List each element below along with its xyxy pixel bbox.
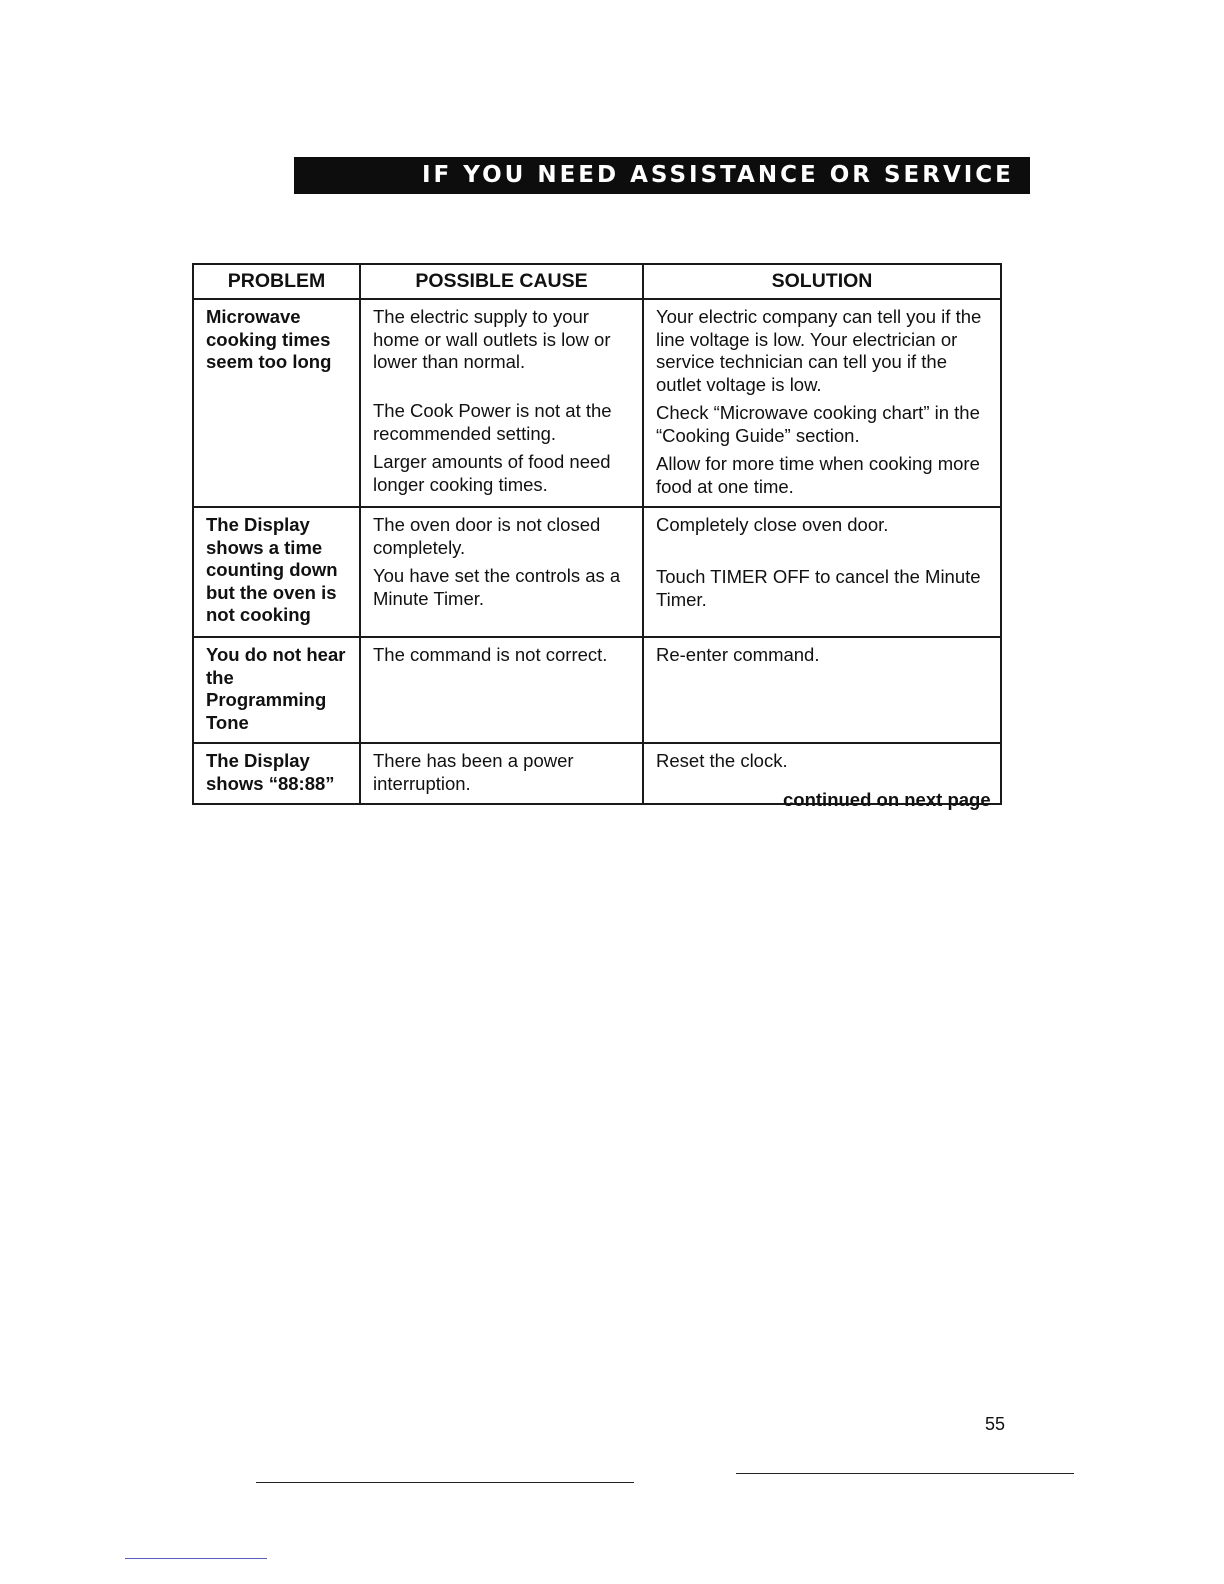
solution-cell: [643, 507, 1001, 637]
header-problem: PROBLEM: [193, 264, 360, 299]
cause-text: There has been a power interruption.: [373, 750, 574, 794]
cause-text: The command is not correct.: [373, 644, 608, 665]
cause-cell: [360, 743, 643, 804]
cause-text: Larger amounts of food need longer cooking times.: [373, 451, 611, 495]
continued-note: continued on next page: [783, 789, 991, 810]
solution-cell: [643, 299, 1001, 507]
solution-text: Your electric company can tell you if the line voltage is low. Your electrician or service technician can tell you if the outlet voltage is low.: [656, 306, 982, 395]
cause-text: The Cook Power is not at the recommended setting.: [373, 400, 612, 444]
cause-text: The electric supply to your home or wall outlets is low or lower than normal.: [373, 306, 611, 372]
cause-cell: [360, 299, 643, 507]
cause-cell: [360, 507, 643, 637]
footer-rule-left: [256, 1482, 634, 1483]
solution-text: Reset the clock.: [656, 750, 788, 771]
problem-cell: Microwave cooking times seem too long: [193, 299, 360, 507]
header-solution: SOLUTION: [643, 264, 1001, 299]
problem-cell: You do not hear the Programming Tone: [193, 637, 360, 743]
table-row: [193, 637, 1001, 743]
problem-cell: The Display shows a time counting down but the oven is not cooking: [193, 507, 360, 637]
section-title-banner: IF YOU NEED ASSISTANCE OR SERVICE: [294, 157, 1030, 194]
table-row: [193, 507, 1001, 637]
solution-text: Touch TIMER OFF to cancel the Minute Timer.: [656, 566, 981, 610]
cause-cell: [360, 637, 643, 743]
solution-text: Check “Microwave cooking chart” in the “Cooking Guide” section.: [656, 402, 980, 446]
bottom-rule: [125, 1558, 267, 1559]
solution-text: Completely close oven door.: [656, 514, 889, 535]
solution-text: Re-enter command.: [656, 644, 820, 665]
problem-cell: The Display shows “88:88”: [193, 743, 360, 804]
solution-text: Allow for more time when cooking more food at one time.: [656, 453, 980, 497]
table-header-row: [193, 264, 1001, 299]
table-row: [193, 299, 1001, 507]
cause-text: The oven door is not closed completely.: [373, 514, 601, 558]
cause-text: You have set the controls as a Minute Timer.: [373, 565, 621, 609]
header-possible-cause: POSSIBLE CAUSE: [360, 264, 643, 299]
footer-rule-right: [736, 1473, 1074, 1474]
solution-cell: [643, 637, 1001, 743]
troubleshooting-table: [192, 263, 1002, 805]
page-number: 55: [985, 1414, 1006, 1434]
